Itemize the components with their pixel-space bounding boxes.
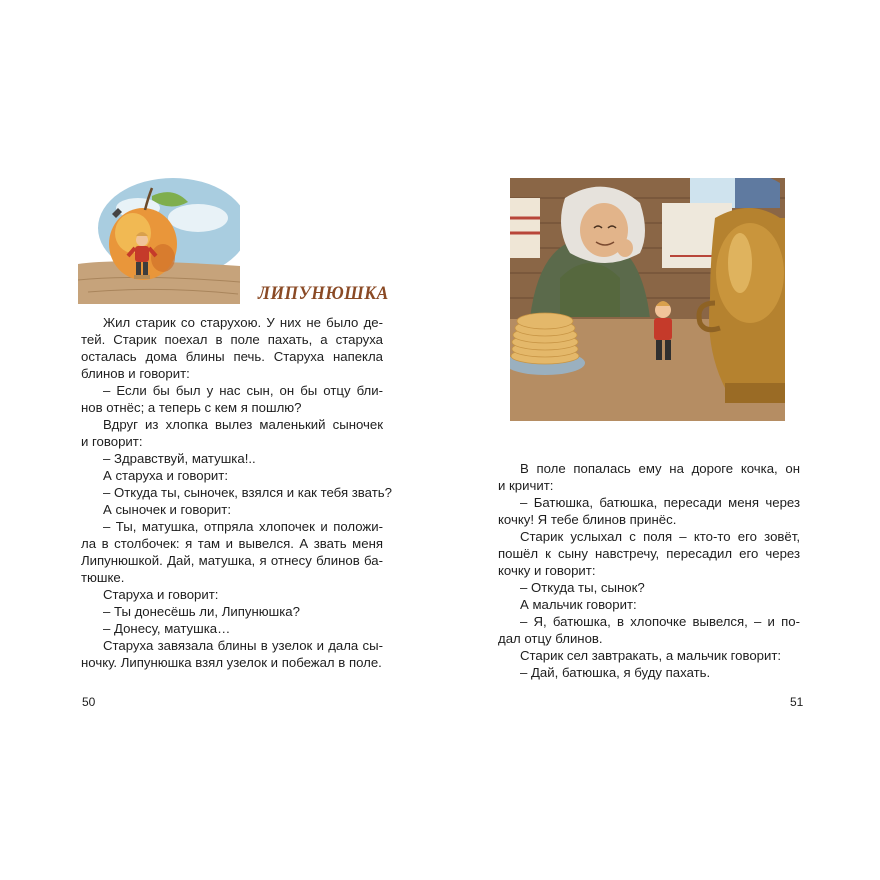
text-line: – Ты донесёшь ли, Липунюшка? [103, 604, 300, 619]
text-line: дал отцу блинов. [498, 631, 603, 646]
text-line: – Откуда ты, сыночек, взялся и как тебя звать? [103, 485, 392, 500]
page-number: 50 [82, 695, 96, 709]
text-line: – Я, батюшка, в хлопочке вывелся, – и по- [520, 614, 800, 629]
text-line: В поле попалась ему на дороге кочка, он [520, 461, 800, 476]
text-line: А старуха и говорит: [103, 468, 228, 483]
text-line: Жил старик со старухою. У них не было де- [103, 315, 383, 330]
paragraph [498, 664, 800, 681]
text-line: – Здравствуй, матушка!.. [103, 451, 256, 466]
page-number: 51 [790, 695, 804, 709]
text-line: кочку и говорит: [498, 563, 596, 578]
text-line: тей. Старик поехал в поле пахать, а старуха [81, 332, 383, 347]
text-line: ла в столбочек: я там и вывелся. А звать меня [81, 536, 383, 551]
text-line: Старуха и говорит: [103, 587, 219, 602]
text-line: и говорит: [81, 434, 143, 449]
paragraph [81, 603, 383, 620]
paragraph [81, 620, 383, 637]
text-line: блинов и говорит: [81, 366, 190, 381]
text-line: ночку. Липунюшка взял узелок и побежал в поле. [81, 655, 382, 670]
paragraph [498, 579, 800, 596]
paragraph [498, 494, 800, 528]
text-line: – Батюшка, батюшка, пересади меня через [520, 495, 800, 510]
apple-boy-illustration [78, 178, 240, 304]
text-line: и кричит: [498, 478, 554, 493]
text-line: – Если бы был у нас сын, он бы отцу бли- [103, 383, 383, 398]
paragraph [81, 501, 383, 518]
story-title: ЛИПУНЮШКА [258, 283, 389, 304]
text-line: Вдруг из хлопка вылез маленький сыночек [103, 417, 383, 432]
paragraph [81, 518, 383, 586]
paragraph [498, 647, 800, 664]
text-line: Липунюшкой. Дай, матушка, я отнесу блинов ба- [81, 553, 383, 568]
paragraph [81, 450, 383, 467]
paragraph [81, 467, 383, 484]
paragraph [498, 596, 800, 613]
text-line: Старик услыхал с поля – кто-то его зовёт, [520, 529, 800, 544]
paragraph [81, 586, 383, 603]
paragraph [498, 460, 800, 494]
right-text-block [498, 460, 800, 681]
text-line: А мальчик говорит: [520, 597, 637, 612]
text-line: – Дай, батюшка, я буду пахать. [520, 665, 711, 680]
text-line: пошёл к сыну навстречу, пересадил его через [498, 546, 800, 561]
text-line: Старуха завязала блины в узелок и дала сы- [103, 638, 383, 653]
paragraph [81, 314, 383, 382]
paragraph [81, 484, 392, 501]
right-page [440, 0, 880, 880]
text-line: нов отнёс; а теперь с кем я пошлю? [81, 400, 302, 415]
text-line: тюшке. [81, 570, 125, 585]
paragraph [81, 637, 383, 671]
text-line: – Ты, матушка, отпряла хлопочек и положи- [103, 519, 383, 534]
paragraph [81, 382, 383, 416]
text-line: Старик сел завтракать, а мальчик говорит: [520, 648, 782, 663]
text-line: А сыночек и говорит: [103, 502, 231, 517]
text-line: – Донесу, матушка… [103, 621, 231, 636]
paragraph [498, 613, 800, 647]
kitchen-samovar-illustration [510, 178, 785, 421]
text-line: осталась дома блины печь. Старуха напекла [81, 349, 383, 364]
left-text-block [81, 314, 392, 671]
text-line: кочку! Я тебе блинов принёс. [498, 512, 677, 527]
text-line: – Откуда ты, сынок? [520, 580, 645, 595]
paragraph [81, 416, 383, 450]
paragraph [498, 528, 800, 579]
